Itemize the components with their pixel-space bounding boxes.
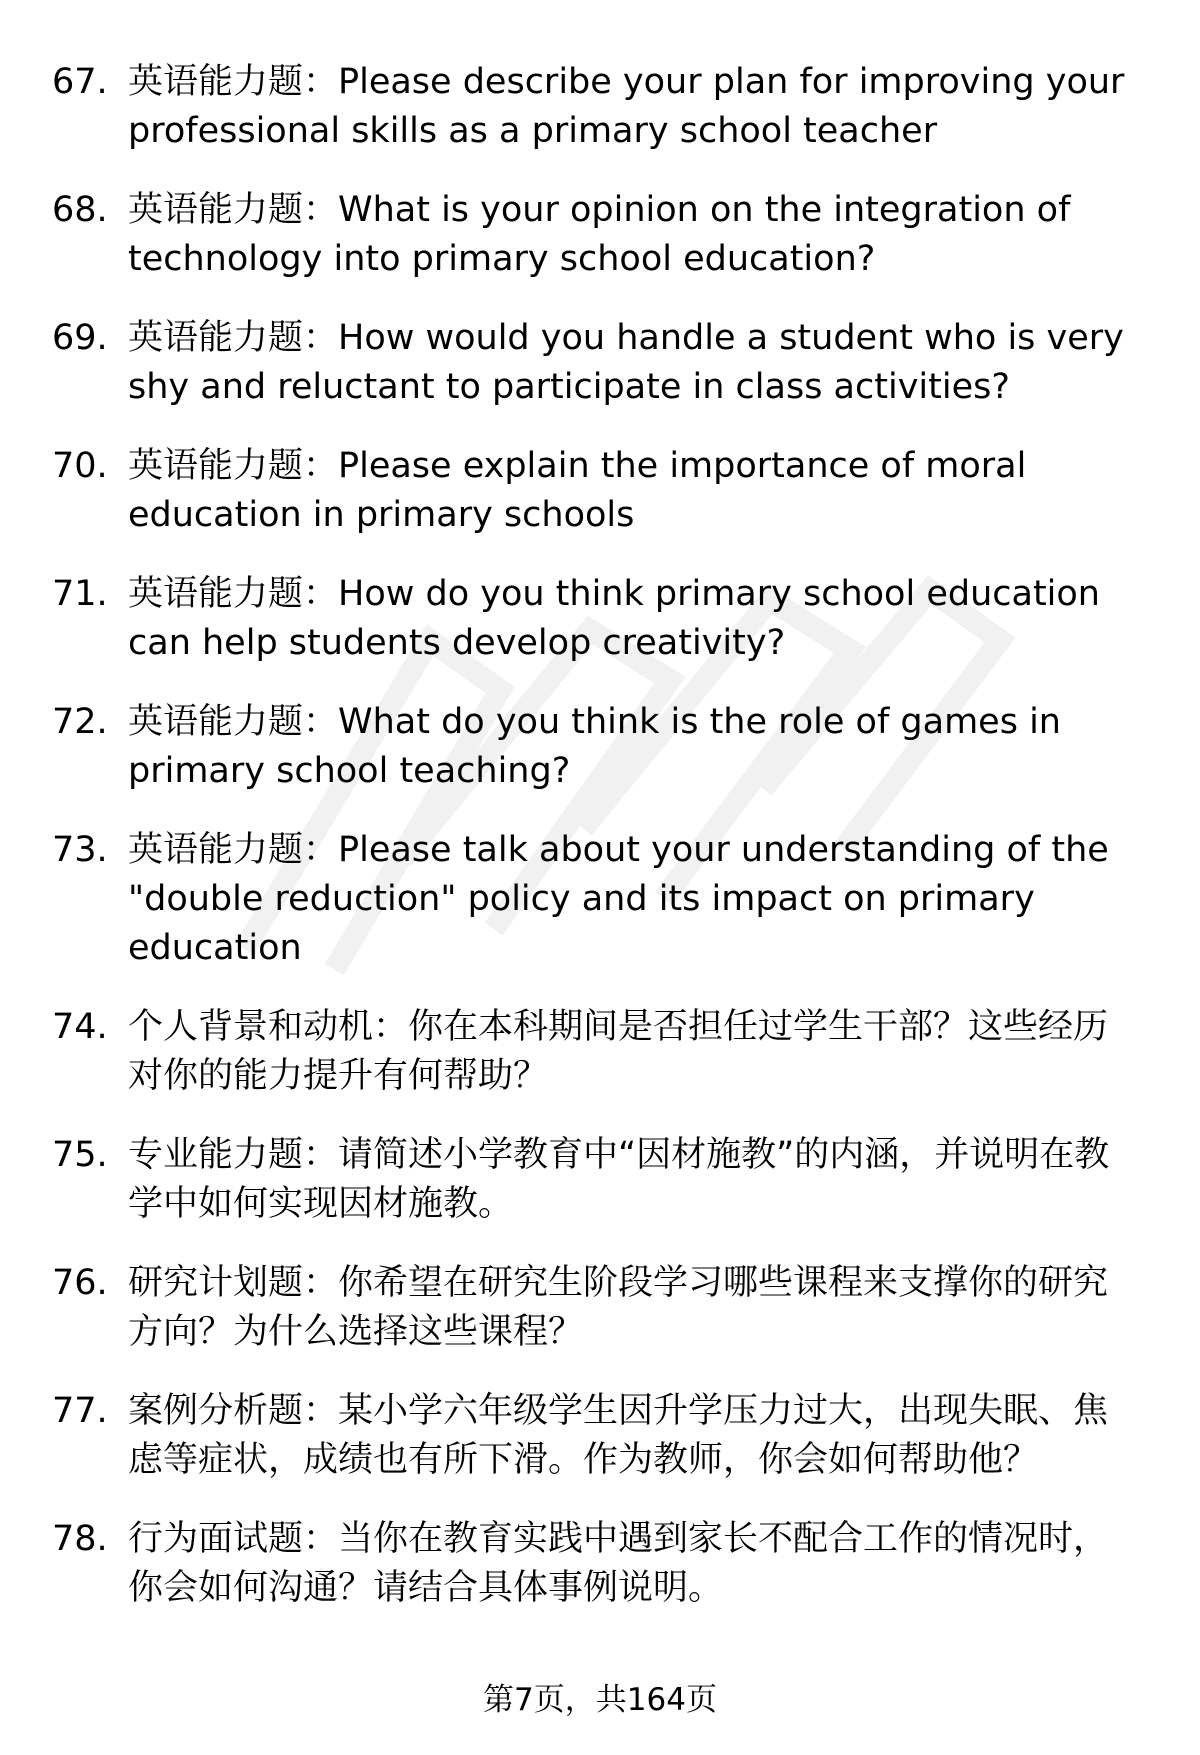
question-item-72 <box>52 698 1142 796</box>
question-item-77 <box>52 1387 1142 1485</box>
question-text: 英语能力题：Please talk about your understanding of the "double reduction" policy and its impact on primary education <box>128 830 1109 968</box>
question-number: 73. <box>52 830 108 870</box>
question-text: 英语能力题：How do you think primary school education can help students develop creativity? <box>128 574 1100 663</box>
question-number: 70. <box>52 446 108 486</box>
page-footer <box>0 1680 1200 1720</box>
question-text: 行为面试题：当你在教育实践中遇到家长不配合工作的情况时，你会如何沟通？请结合具体事例说明。 <box>128 1519 1109 1608</box>
question-number: 68. <box>52 190 108 230</box>
question-item-71 <box>52 570 1142 668</box>
question-number: 77. <box>52 1391 108 1431</box>
question-number: 71. <box>52 574 108 614</box>
question-text: 英语能力题：How would you handle a student who is very shy and reluctant to participate in class activities? <box>128 318 1124 407</box>
question-item-69 <box>52 314 1142 412</box>
question-number: 75. <box>52 1135 108 1175</box>
question-item-68 <box>52 186 1142 284</box>
question-number: 69. <box>52 318 108 358</box>
question-text: 研究计划题：你希望在研究生阶段学习哪些课程来支撑你的研究方向？为什么选择这些课程？ <box>128 1263 1109 1352</box>
question-item-74 <box>52 1003 1142 1101</box>
question-item-73 <box>52 826 1142 973</box>
question-number: 67. <box>52 62 108 102</box>
question-item-75 <box>52 1131 1142 1229</box>
question-text: 案例分析题：某小学六年级学生因升学压力过大，出现失眠、焦虑等症状，成绩也有所下滑。作为教师，你会如何帮助他？ <box>128 1391 1109 1480</box>
question-text: 个人背景和动机：你在本科期间是否担任过学生干部？这些经历对你的能力提升有何帮助？ <box>128 1007 1109 1096</box>
question-text: 英语能力题：Please explain the importance of moral education in primary schools <box>128 446 1027 535</box>
question-list <box>52 58 1142 1643</box>
page-number-label: 第7页，共164页 <box>483 1682 717 1718</box>
question-item-76 <box>52 1259 1142 1357</box>
question-number: 78. <box>52 1519 108 1559</box>
question-item-67 <box>52 58 1142 156</box>
question-number: 74. <box>52 1007 108 1047</box>
question-text: 专业能力题：请简述小学教育中“因材施教”的内涵，并说明在教学中如何实现因材施教。 <box>128 1135 1110 1224</box>
question-text: 英语能力题：Please describe your plan for improving your professional skills as a primary school teacher <box>128 62 1125 151</box>
question-text: 英语能力题：What is your opinion on the integration of technology into primary school education? <box>128 190 1071 279</box>
question-item-78 <box>52 1515 1142 1613</box>
question-number: 76. <box>52 1263 108 1303</box>
question-item-70 <box>52 442 1142 540</box>
question-number: 72. <box>52 702 108 742</box>
question-text: 英语能力题：What do you think is the role of games in primary school teaching? <box>128 702 1061 791</box>
